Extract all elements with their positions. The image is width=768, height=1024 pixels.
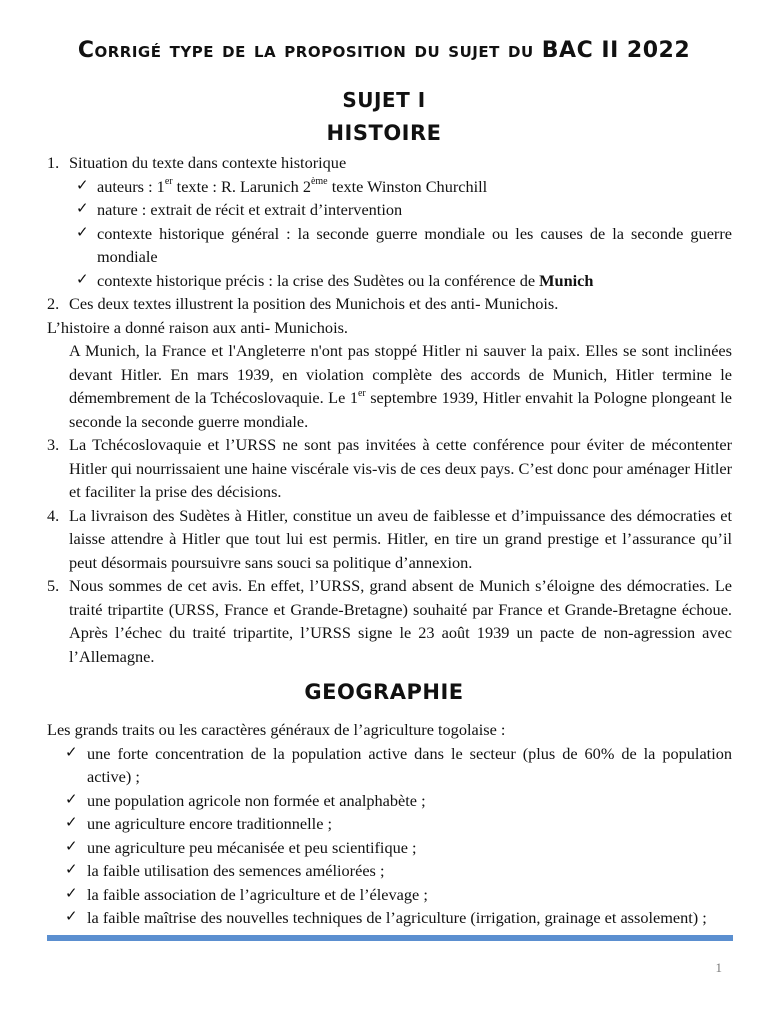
- list-item: ✓ la faible association de l’agriculture et de l’élevage ;: [47, 883, 732, 907]
- checkmark-icon: ✓: [65, 885, 78, 902]
- question-text: Situation du texte dans contexte historique: [69, 153, 347, 172]
- question-number: 3.: [47, 435, 60, 454]
- question-text: Nous sommes de cet avis. En effet, l’URSS, grand absent de Munich s’éloigne des démocraties. Le traité tripartite (URSS, France et Grande-Bretagne) souhaité par France et Grande-Bretagne échoue. Après l’échec du traité tripartite, l’URSS signe le 23 août 1939 un pacte de non-agression avec l’Allemagne.: [69, 576, 732, 666]
- question-2: [47, 292, 732, 316]
- question-text: La Tchécoslovaquie et l’URSS ne sont pas invitées à cette conférence pour éviter de mécontenter Hitler qui nourrissaient une haine viscérale vis-vis de ces deux pays. C’est donc pour aménager Hitler et faciliter la prise des décisions.: [69, 435, 732, 501]
- checkmark-icon: ✓: [65, 909, 78, 925]
- list-item-auteurs: ✓ auteurs : 1er texte : R. Larunich 2ème texte Winston Churchill: [47, 175, 732, 199]
- histoire-heading: HISTOIRE: [326, 121, 442, 145]
- question-number: 2.: [47, 294, 60, 313]
- list-item: ✓ la faible maîtrise des nouvelles techniques de l’agriculture (irrigation, grainage et assolement) ;: [47, 906, 732, 930]
- question-3: [47, 433, 732, 504]
- question-4: [47, 504, 732, 575]
- checkmark-icon: ✓: [76, 201, 89, 217]
- list-item: ✓ la faible utilisation des semences améliorées ;: [47, 859, 732, 883]
- question-text: La livraison des Sudètes à Hitler, constitue un aveu de faiblesse et d’impuissance des démocraties et laisse attendre à Hitler que tout lui est permis. Hitler, en tire un grand prestige et l’assurance qu’il peut désormais poursuivre sans souci sa politique d’annexion.: [69, 505, 732, 572]
- checkmark-icon: ✓: [76, 224, 89, 241]
- checkmark-icon: ✓: [65, 744, 78, 761]
- question-5: [47, 574, 732, 668]
- checkmark-icon: ✓: [76, 177, 89, 194]
- histoire-section: [47, 151, 732, 668]
- question-text: Ces deux textes illustrent la position des Munichois et des anti- Munichois.: [69, 294, 559, 313]
- footer-rule: [47, 935, 733, 941]
- q2-paragraph: A Munich, la France et l'Angleterre n'ont pas stoppé Hitler ni sauver la paix. Elles se sont inclinées devant Hitler. En mars 1939, en violation complète des accords de Munich, Hitler termine le démembrement de la Tchécoslovaquie. Le 1er septembre 1939, Hitler envahit la Pologne plongeant le seconde la seconde guerre mondiale.: [69, 341, 732, 431]
- list-item-nature: ✓ nature : extrait de récit et extrait d’intervention: [47, 198, 732, 222]
- question-number: 1.: [47, 153, 60, 172]
- checkmark-icon: ✓: [76, 271, 89, 288]
- checkmark-icon: ✓: [65, 862, 78, 878]
- list-item: ✓ une agriculture encore traditionnelle ;: [47, 812, 732, 836]
- list-item: ✓ une forte concentration de la population active dans le secteur (plus de 60% de la population active) ;: [65, 743, 732, 786]
- sujet-heading: SUJET I: [342, 88, 426, 112]
- document-title: Corrigé type de la proposition du sujet du BAC II 2022: [77, 38, 691, 63]
- checkmark-icon: ✓: [65, 815, 78, 831]
- page-number: 1: [715, 960, 722, 975]
- geographie-section: [47, 718, 732, 930]
- list-item: ✓ une population agricole non formée et analphabète ;: [47, 789, 732, 813]
- geographie-heading: GEOGRAPHIE: [304, 680, 464, 704]
- question-number: 5.: [47, 576, 60, 595]
- q1-bullet-list: [47, 175, 732, 293]
- question-1: [47, 151, 732, 175]
- question-number: 4.: [47, 505, 60, 525]
- list-item: ✓ une agriculture peu mécanisée et peu scientifique ;: [47, 836, 732, 860]
- list-item-contexte-precis: ✓ contexte historique précis : la crise des Sudètes ou la conférence de Munich: [47, 269, 732, 293]
- checkmark-icon: ✓: [65, 838, 78, 855]
- geographie-list: [47, 742, 732, 930]
- geographie-intro: Les grands traits ou les caractères généraux de l’agriculture togolaise :: [47, 720, 506, 739]
- q2-line2: L’histoire a donné raison aux anti- Munichois.: [47, 317, 348, 337]
- list-item-contexte-general: ✓ contexte historique général : la seconde guerre mondiale ou les causes de la seconde guerre mondiale: [76, 223, 732, 266]
- checkmark-icon: ✓: [65, 791, 78, 808]
